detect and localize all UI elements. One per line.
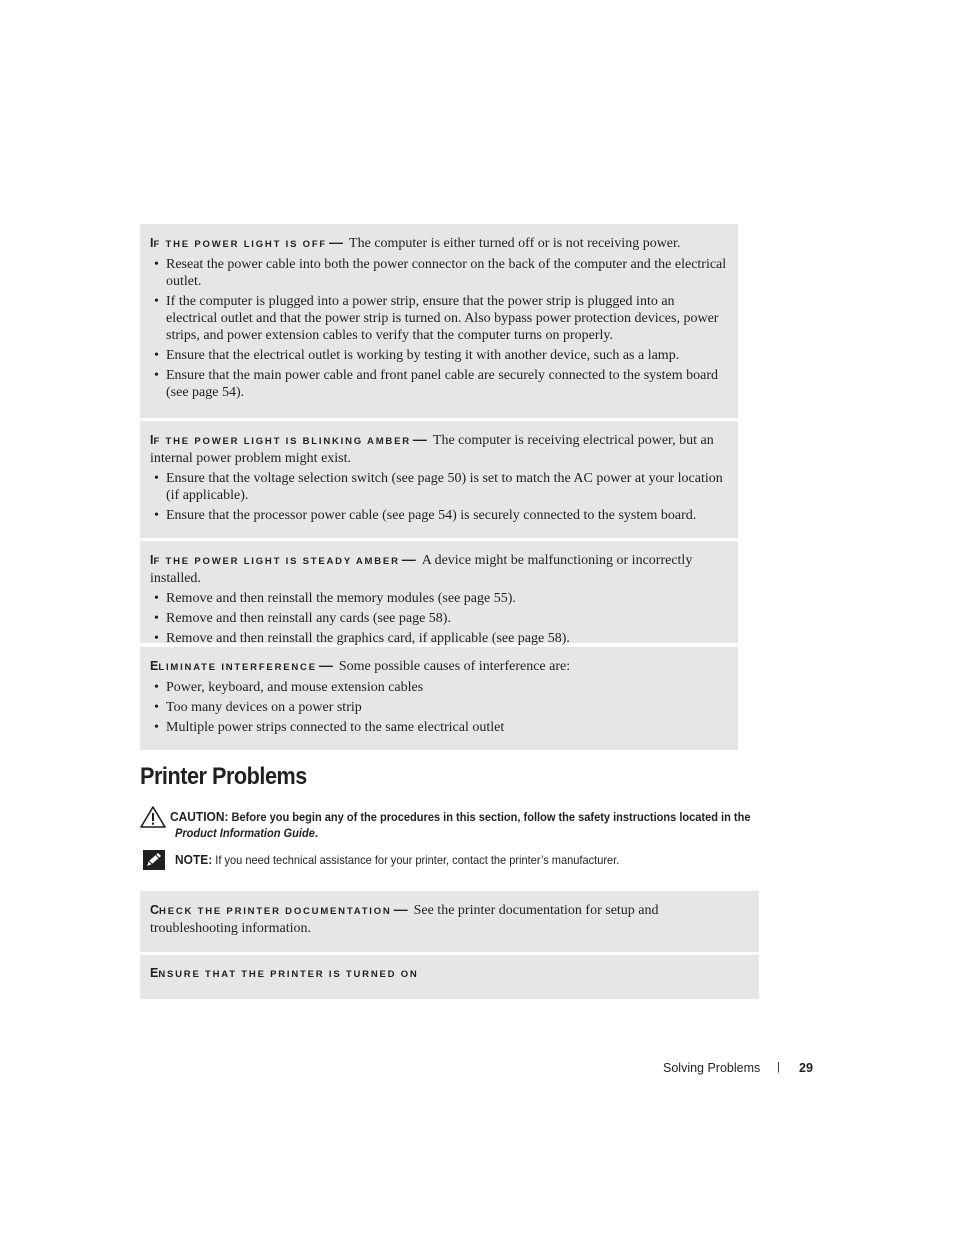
- footer-separator: |: [777, 1061, 780, 1073]
- troubleshoot-box-blinking-amber: [140, 421, 738, 538]
- list-item: • Remove and then reinstall the memory modules (see page 55).: [150, 590, 728, 607]
- list-item: • Ensure that the voltage selection switch (see page 50) is set to match the AC power at your location (if applicable).: [150, 470, 728, 504]
- heading-label: IF THE POWER LIGHT IS OFF: [150, 236, 328, 250]
- list-item: • Multiple power strips connected to the same electrical outlet: [150, 719, 728, 736]
- section-title: Printer Problems: [140, 763, 307, 790]
- troubleshoot-box-interference: [140, 647, 738, 750]
- heading-intro: The computer is receiving electrical power, but an internal power problem might exist.: [150, 433, 714, 466]
- caution-label: CAUTION:: [170, 809, 229, 824]
- list-item: • Too many devices on a power strip: [150, 699, 728, 716]
- note-label: NOTE:: [175, 852, 213, 867]
- list-item: • Power, keyboard, and mouse extension cables: [150, 679, 728, 696]
- list-item: • Ensure that the main power cable and front panel cable are securely connected to the system board (see page 54).: [150, 367, 728, 401]
- list-item: • Ensure that the electrical outlet is working by testing it with another device, such as a lamp.: [150, 347, 728, 364]
- footer-section: Solving Problems: [663, 1061, 761, 1075]
- page-footer: [600, 1061, 820, 1081]
- heading-label: IF THE POWER LIGHT IS STEADY AMBER: [150, 553, 400, 567]
- list-item: • Remove and then reinstall the graphics card, if applicable (see page 58).: [150, 630, 728, 647]
- list-item: • Ensure that the processor power cable (see page 54) is securely connected to the system board.: [150, 507, 728, 524]
- heading-label: ELIMINATE INTERFERENCE: [150, 659, 317, 673]
- troubleshoot-box-steady-amber: [140, 541, 738, 646]
- box-heading: CHECK THE PRINTER DOCUMENTATION — See the printer documentation for setup and troubleshooting information.: [150, 901, 659, 936]
- note-pencil-icon: [143, 850, 165, 875]
- heading-label: ENSURE THAT THE PRINTER IS TURNED ON: [150, 966, 419, 980]
- heading-intro: See the printer documentation for setup and troubleshooting information.: [150, 903, 659, 936]
- caution-notice: CAUTION: Before you begin any of the procedures in this section, follow the safety instructions located in the Product Information Guide.: [140, 806, 810, 842]
- heading-intro: Some possible causes of interference are:: [338, 659, 571, 674]
- box-heading: [150, 965, 749, 983]
- page-number: 29: [799, 1061, 813, 1075]
- box-heading: IF THE POWER LIGHT IS OFF — The computer is either turned off or is not receiving power.: [150, 234, 681, 251]
- troubleshoot-box-printer-docs: [140, 891, 759, 952]
- box-heading: IF THE POWER LIGHT IS BLINKING AMBER — The computer is receiving electrical power, but an internal power problem might exist.: [150, 431, 714, 466]
- box-heading: ELIMINATE INTERFERENCE — Some possible causes of interference are:: [150, 657, 571, 674]
- list-item: • Remove and then reinstall any cards (see page 58).: [150, 610, 728, 627]
- warning-triangle-icon: [140, 806, 166, 833]
- note-text: If you need technical assistance for your printer, contact the printer’s manufacturer.: [215, 853, 620, 867]
- box-heading: IF THE POWER LIGHT IS STEADY AMBER — A device might be malfunctioning or incorrectly installed.: [150, 551, 693, 586]
- caution-text: Before you begin any of the procedures in this section, follow the safety instructions located in the: [231, 810, 751, 824]
- list-item: • If the computer is plugged into a power strip, ensure that the power strip is plugged into an electrical outlet and that the power strip is turned on. Also bypass power protection devices, power strips, and power extension cables to verify that the computer turns on properly.: [150, 293, 728, 344]
- heading-label: CHECK THE PRINTER DOCUMENTATION: [150, 903, 392, 917]
- heading-intro: A device might be malfunctioning or incorrectly installed.: [150, 553, 693, 586]
- heading-intro: The computer is either turned off or is not receiving power.: [349, 236, 681, 251]
- caution-guide-title: Product Information Guide: [175, 826, 315, 840]
- heading-label: IF THE POWER LIGHT IS BLINKING AMBER: [150, 433, 411, 447]
- troubleshoot-box-power-off: [140, 224, 738, 418]
- list-item: • Reseat the power cable into both the power connector on the back of the computer and the electrical outlet.: [150, 256, 728, 290]
- note-notice: [140, 849, 810, 871]
- troubleshoot-box-printer-on: [140, 955, 759, 999]
